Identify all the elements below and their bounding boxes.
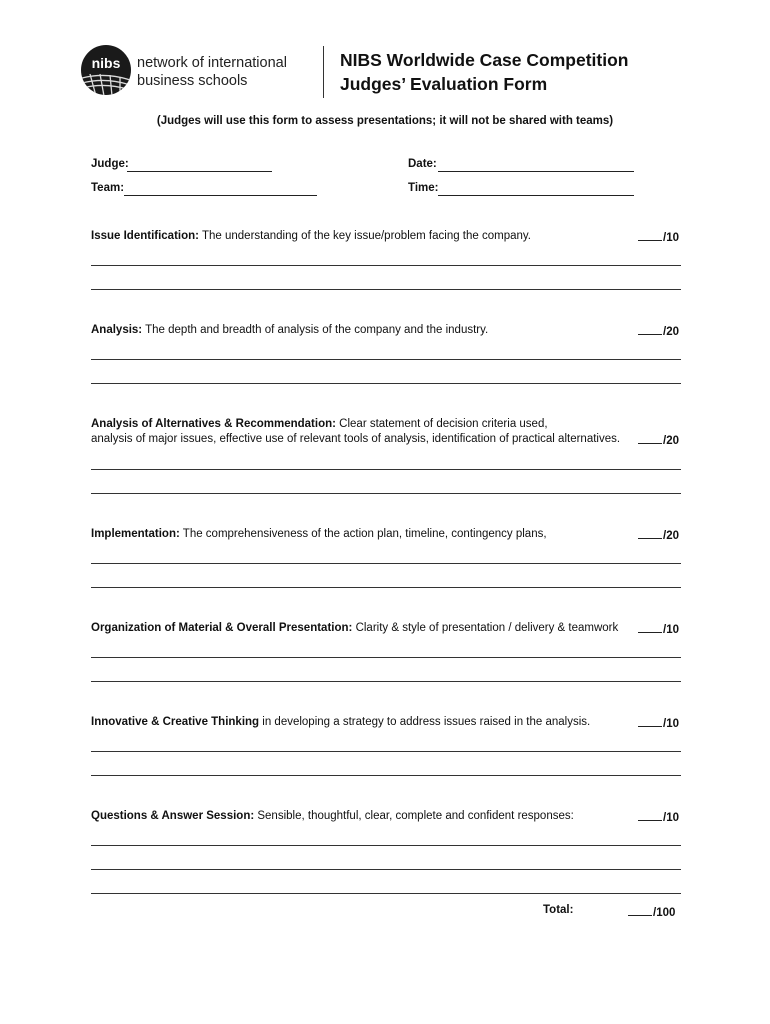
comment-line[interactable]	[91, 563, 681, 564]
score-max: /10	[663, 232, 679, 244]
total-score-blank[interactable]	[628, 904, 652, 916]
criterion-label: Analysis of Alternatives & Recommendation:	[91, 418, 336, 430]
criterion-text	[91, 323, 681, 338]
section-analysis	[91, 323, 681, 338]
team-label: Team:	[91, 182, 125, 194]
comment-line[interactable]	[91, 469, 681, 470]
criterion-text	[91, 229, 681, 244]
form-subtitle: (Judges will use this form to assess presentations; it will not be shared with teams)	[156, 115, 614, 127]
score-max: /20	[663, 530, 679, 542]
score-blank[interactable]	[638, 715, 662, 727]
section-questions-answers	[91, 809, 681, 824]
score-max: /20	[663, 435, 679, 447]
judge-field[interactable]	[91, 158, 129, 170]
date-field[interactable]	[408, 158, 437, 170]
header-divider	[323, 46, 324, 98]
score-field[interactable]	[638, 432, 679, 449]
comment-line[interactable]	[91, 869, 681, 870]
date-line[interactable]	[438, 171, 634, 172]
score-blank[interactable]	[638, 432, 662, 444]
criterion-label: Organization of Material & Overall Presentation:	[91, 622, 353, 634]
org-name	[137, 54, 287, 90]
total-score-field[interactable]	[628, 904, 675, 919]
criterion-description: The depth and breadth of analysis of the company and the industry.	[142, 324, 489, 336]
comment-line[interactable]	[91, 265, 681, 266]
comment-line[interactable]	[91, 383, 681, 384]
criterion-label: Issue Identification:	[91, 230, 199, 242]
team-line[interactable]	[124, 195, 317, 196]
judge-line[interactable]	[127, 171, 272, 172]
criterion-description-line-2: analysis of major issues, effective use of relevant tools of analysis, identification of practical alternatives.	[91, 433, 621, 445]
criterion-label: Analysis:	[91, 324, 143, 336]
criterion-text	[91, 527, 681, 542]
comment-line[interactable]	[91, 751, 681, 752]
criterion-text	[91, 621, 681, 636]
criterion-label: Innovative & Creative Thinking	[91, 716, 260, 728]
logo-wordmark: nibs	[91, 55, 121, 71]
title-line-2: Judges’ Evaluation Form	[340, 74, 548, 94]
criterion-label: Questions & Answer Session:	[91, 810, 255, 822]
time-field[interactable]	[408, 182, 438, 194]
criterion-label: Implementation:	[91, 528, 180, 540]
score-blank[interactable]	[638, 323, 662, 335]
judge-label: Judge:	[91, 158, 129, 170]
score-max: /10	[663, 718, 679, 730]
criterion-text	[91, 715, 681, 730]
comment-line[interactable]	[91, 775, 681, 776]
time-label: Time:	[408, 182, 439, 194]
criterion-description: in developing a strategy to address issues raised in the analysis.	[259, 716, 591, 728]
title-line-1: NIBS Worldwide Case Competition	[340, 50, 629, 70]
nibs-logo	[80, 44, 132, 96]
criterion-description: Clarity & style of presentation / delivery & teamwork	[352, 622, 619, 634]
form-title	[340, 48, 628, 96]
score-blank[interactable]	[638, 527, 662, 539]
score-field[interactable]	[638, 527, 679, 544]
score-field[interactable]	[638, 323, 679, 340]
team-field[interactable]	[91, 182, 124, 194]
criterion-text	[91, 417, 681, 432]
section-alternatives-recommendation	[91, 417, 681, 447]
score-max: /10	[663, 624, 679, 636]
comment-line[interactable]	[91, 681, 681, 682]
criterion-description: The comprehensiveness of the action plan, timeline, contingency plans,	[179, 528, 547, 540]
section-issue-identification	[91, 229, 681, 244]
org-line-2: business schools	[137, 73, 248, 89]
criterion-description: Clear statement of decision criteria used,	[335, 418, 548, 430]
date-label: Date:	[408, 158, 437, 170]
score-field[interactable]	[638, 809, 679, 826]
comment-line[interactable]	[91, 493, 681, 494]
score-field[interactable]	[638, 715, 679, 732]
comment-line[interactable]	[91, 657, 681, 658]
score-blank[interactable]	[638, 621, 662, 633]
org-line-1: network of international	[137, 55, 287, 71]
score-field[interactable]	[638, 621, 679, 638]
section-innovative-thinking	[91, 715, 681, 730]
score-blank[interactable]	[638, 809, 662, 821]
criterion-description: The understanding of the key issue/problem facing the company.	[199, 230, 531, 242]
criterion-text	[91, 809, 681, 824]
score-max: /20	[663, 326, 679, 338]
total-label: Total:	[543, 904, 574, 916]
comment-line[interactable]	[91, 587, 681, 588]
comment-line[interactable]	[91, 893, 681, 894]
time-line[interactable]	[438, 195, 634, 196]
score-max: /10	[663, 812, 679, 824]
score-field[interactable]	[638, 229, 679, 246]
comment-line[interactable]	[91, 845, 681, 846]
comment-line[interactable]	[91, 289, 681, 290]
score-blank[interactable]	[638, 229, 662, 241]
section-implementation	[91, 527, 681, 542]
total-score-max: /100	[653, 907, 676, 919]
criterion-description: Sensible, thoughtful, clear, complete and confident responses:	[254, 810, 574, 822]
section-organization-presentation	[91, 621, 681, 636]
comment-line[interactable]	[91, 359, 681, 360]
